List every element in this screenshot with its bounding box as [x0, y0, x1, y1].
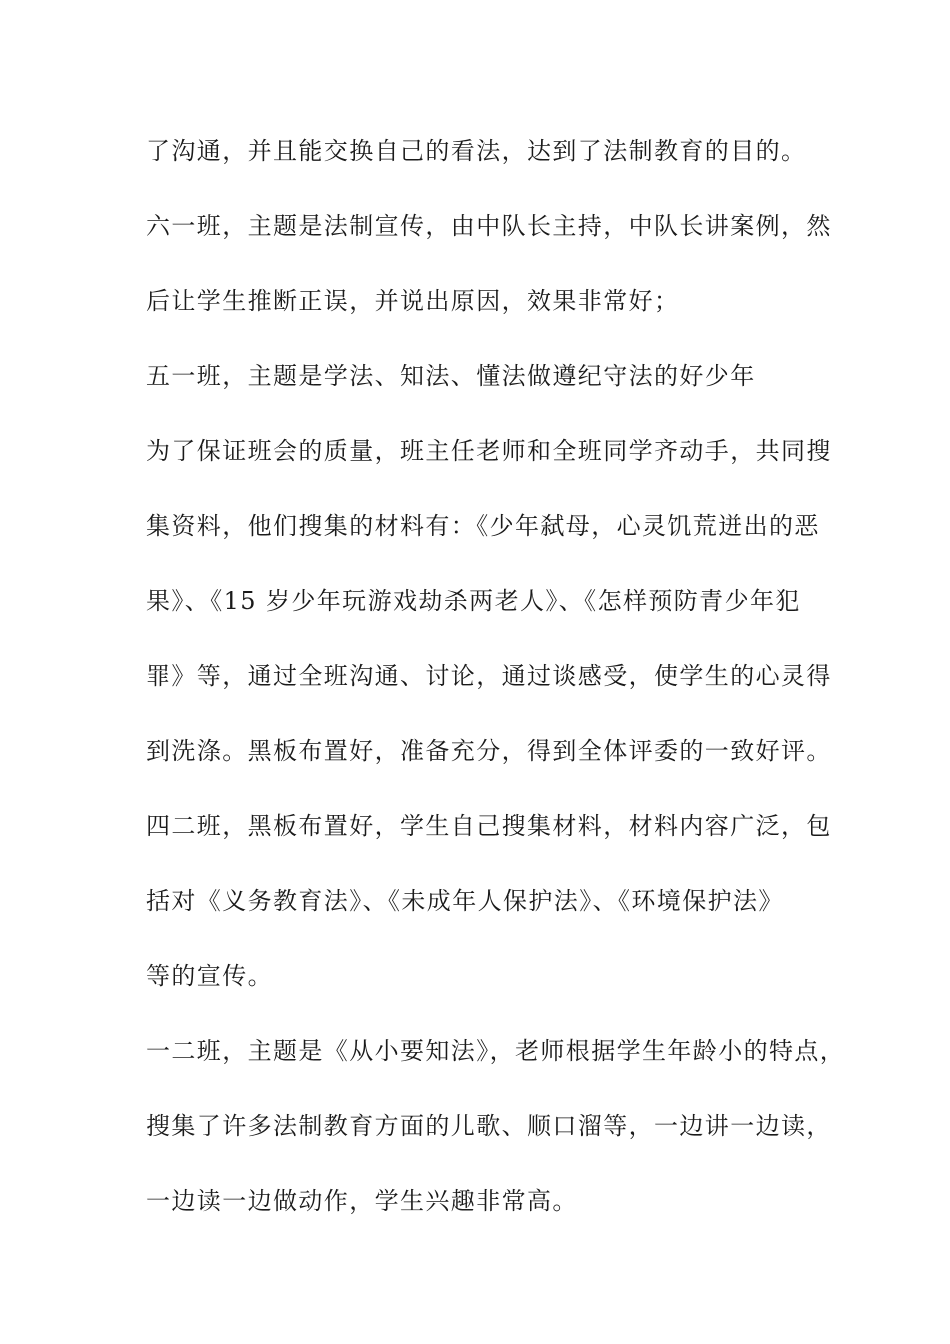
paragraph-line: 了沟通，并且能交换自己的看法，达到了法制教育的目的。 [146, 137, 807, 165]
paragraph-line: 五一班，主题是学法、知法、懂法做遵纪守法的好少年 [146, 362, 756, 390]
paragraph-line: 集资料，他们搜集的材料有：《少年弑母，心灵饥荒迸出的恶 [146, 512, 820, 540]
paragraph-line: 六一班，主题是法制宣传，由中队长主持，中队长讲案例，然 [146, 212, 832, 240]
paragraph-line: 四二班，黑板布置好，学生自己搜集材料，材料内容广泛，包 [146, 812, 832, 840]
paragraph-line: 一二班，主题是《从小要知法》，老师根据学生年龄小的特点， [146, 1037, 846, 1065]
paragraph-line: 罪》等，通过全班沟通、讨论，通过谈感受，使学生的心灵得 [146, 662, 832, 690]
paragraph-line: 后让学生推断正误，并说出原因，效果非常好； [146, 287, 680, 315]
paragraph-line: 为了保证班会的质量，班主任老师和全班同学齐动手，共同搜 [146, 437, 832, 465]
paragraph-line: 到洗涤。黑板布置好，准备充分，得到全体评委的一致好评。 [146, 737, 832, 765]
paragraph-line: 果》、《15 岁少年玩游戏劫杀两老人》、《怎样预防青少年犯 [146, 587, 801, 615]
paragraph-line: 搜集了许多法制教育方面的儿歌、顺口溜等，一边讲一边读， [146, 1112, 832, 1140]
paragraph-line: 等的宣传。 [146, 962, 273, 990]
paragraph-line: 括对《义务教育法》、《未成年人保护法》、《环境保护法》 [146, 887, 784, 915]
paragraph-line: 一边读一边做动作，学生兴趣非常高。 [146, 1187, 578, 1215]
